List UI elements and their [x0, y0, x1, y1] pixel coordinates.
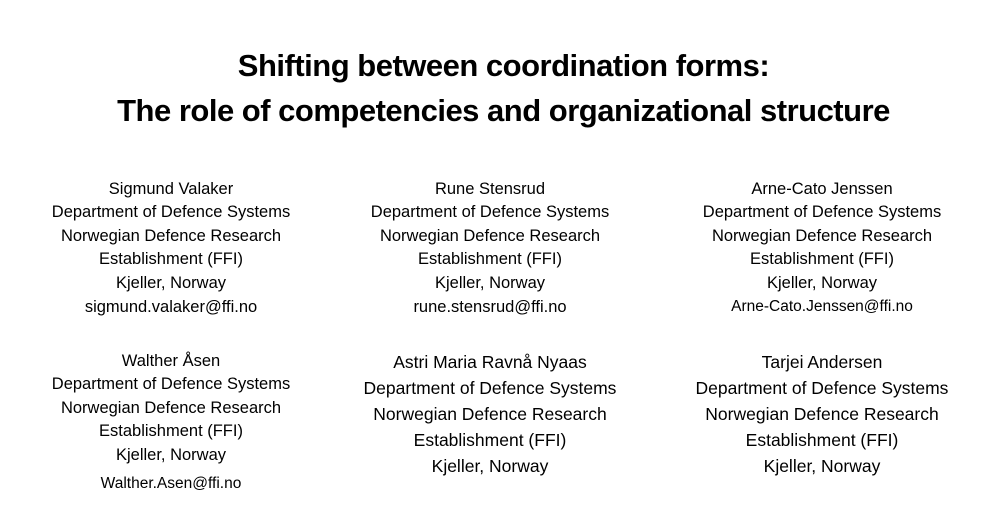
author-organization-line-1: Norwegian Defence Research: [60, 226, 282, 245]
author-organization-line-1: Norwegian Defence Research: [705, 404, 939, 424]
author-location: Kjeller, Norway: [766, 273, 878, 292]
author-organization-line-2: Establishment (FFI): [745, 430, 899, 450]
author-organization-line-1: Norwegian Defence Research: [711, 226, 933, 245]
author-organization-line-2: Establishment (FFI): [99, 422, 243, 440]
author-department: Department of Defence Systems: [370, 203, 610, 221]
author-email: rune.stensrud@ffi.no: [413, 298, 567, 316]
author-name: Rune Stensrud: [434, 180, 546, 198]
author-organization-line-1: Norwegian Defence Research: [60, 398, 282, 417]
author-location: Kjeller, Norway: [434, 273, 546, 292]
author-organization-line-2: Establishment (FFI): [750, 250, 894, 268]
author-block-6: [662, 349, 982, 479]
author-name: Astri Maria Ravnå Nyaas: [393, 352, 587, 372]
author-email: Arne-Cato.Jenssen@ffi.no: [731, 298, 913, 315]
author-block-3: [662, 177, 982, 319]
author-block-4: [11, 349, 331, 496]
paper-title-line-1: Shifting between coordination forms:: [237, 48, 770, 83]
author-location: Kjeller, Norway: [115, 273, 227, 292]
author-department: Department of Defence Systems: [702, 203, 942, 221]
author-block-2: [330, 177, 650, 319]
author-location: Kjeller, Norway: [431, 456, 549, 476]
author-organization-line-2: Establishment (FFI): [413, 430, 567, 450]
author-organization-line-2: Establishment (FFI): [418, 250, 562, 268]
author-block-5: [330, 349, 650, 479]
author-email: Walther.Asen@ffi.no: [100, 475, 242, 492]
author-department: Department of Defence Systems: [51, 375, 291, 393]
author-department: Department of Defence Systems: [363, 378, 617, 398]
author-organization-line-1: Norwegian Defence Research: [373, 404, 607, 424]
author-organization-line-1: Norwegian Defence Research: [379, 226, 601, 245]
author-name: Sigmund Valaker: [108, 180, 234, 198]
author-name: Arne-Cato Jenssen: [751, 180, 893, 198]
author-block-1: [11, 177, 331, 319]
author-name: Walther Åsen: [121, 352, 221, 370]
author-email: sigmund.valaker@ffi.no: [84, 298, 258, 316]
author-location: Kjeller, Norway: [763, 456, 881, 476]
paper-title-line-2: The role of competencies and organizational structure: [117, 93, 890, 128]
author-location: Kjeller, Norway: [115, 445, 227, 464]
author-organization-line-2: Establishment (FFI): [99, 250, 243, 268]
author-department: Department of Defence Systems: [51, 203, 291, 221]
author-name: Tarjei Andersen: [761, 352, 883, 372]
author-department: Department of Defence Systems: [695, 378, 949, 398]
